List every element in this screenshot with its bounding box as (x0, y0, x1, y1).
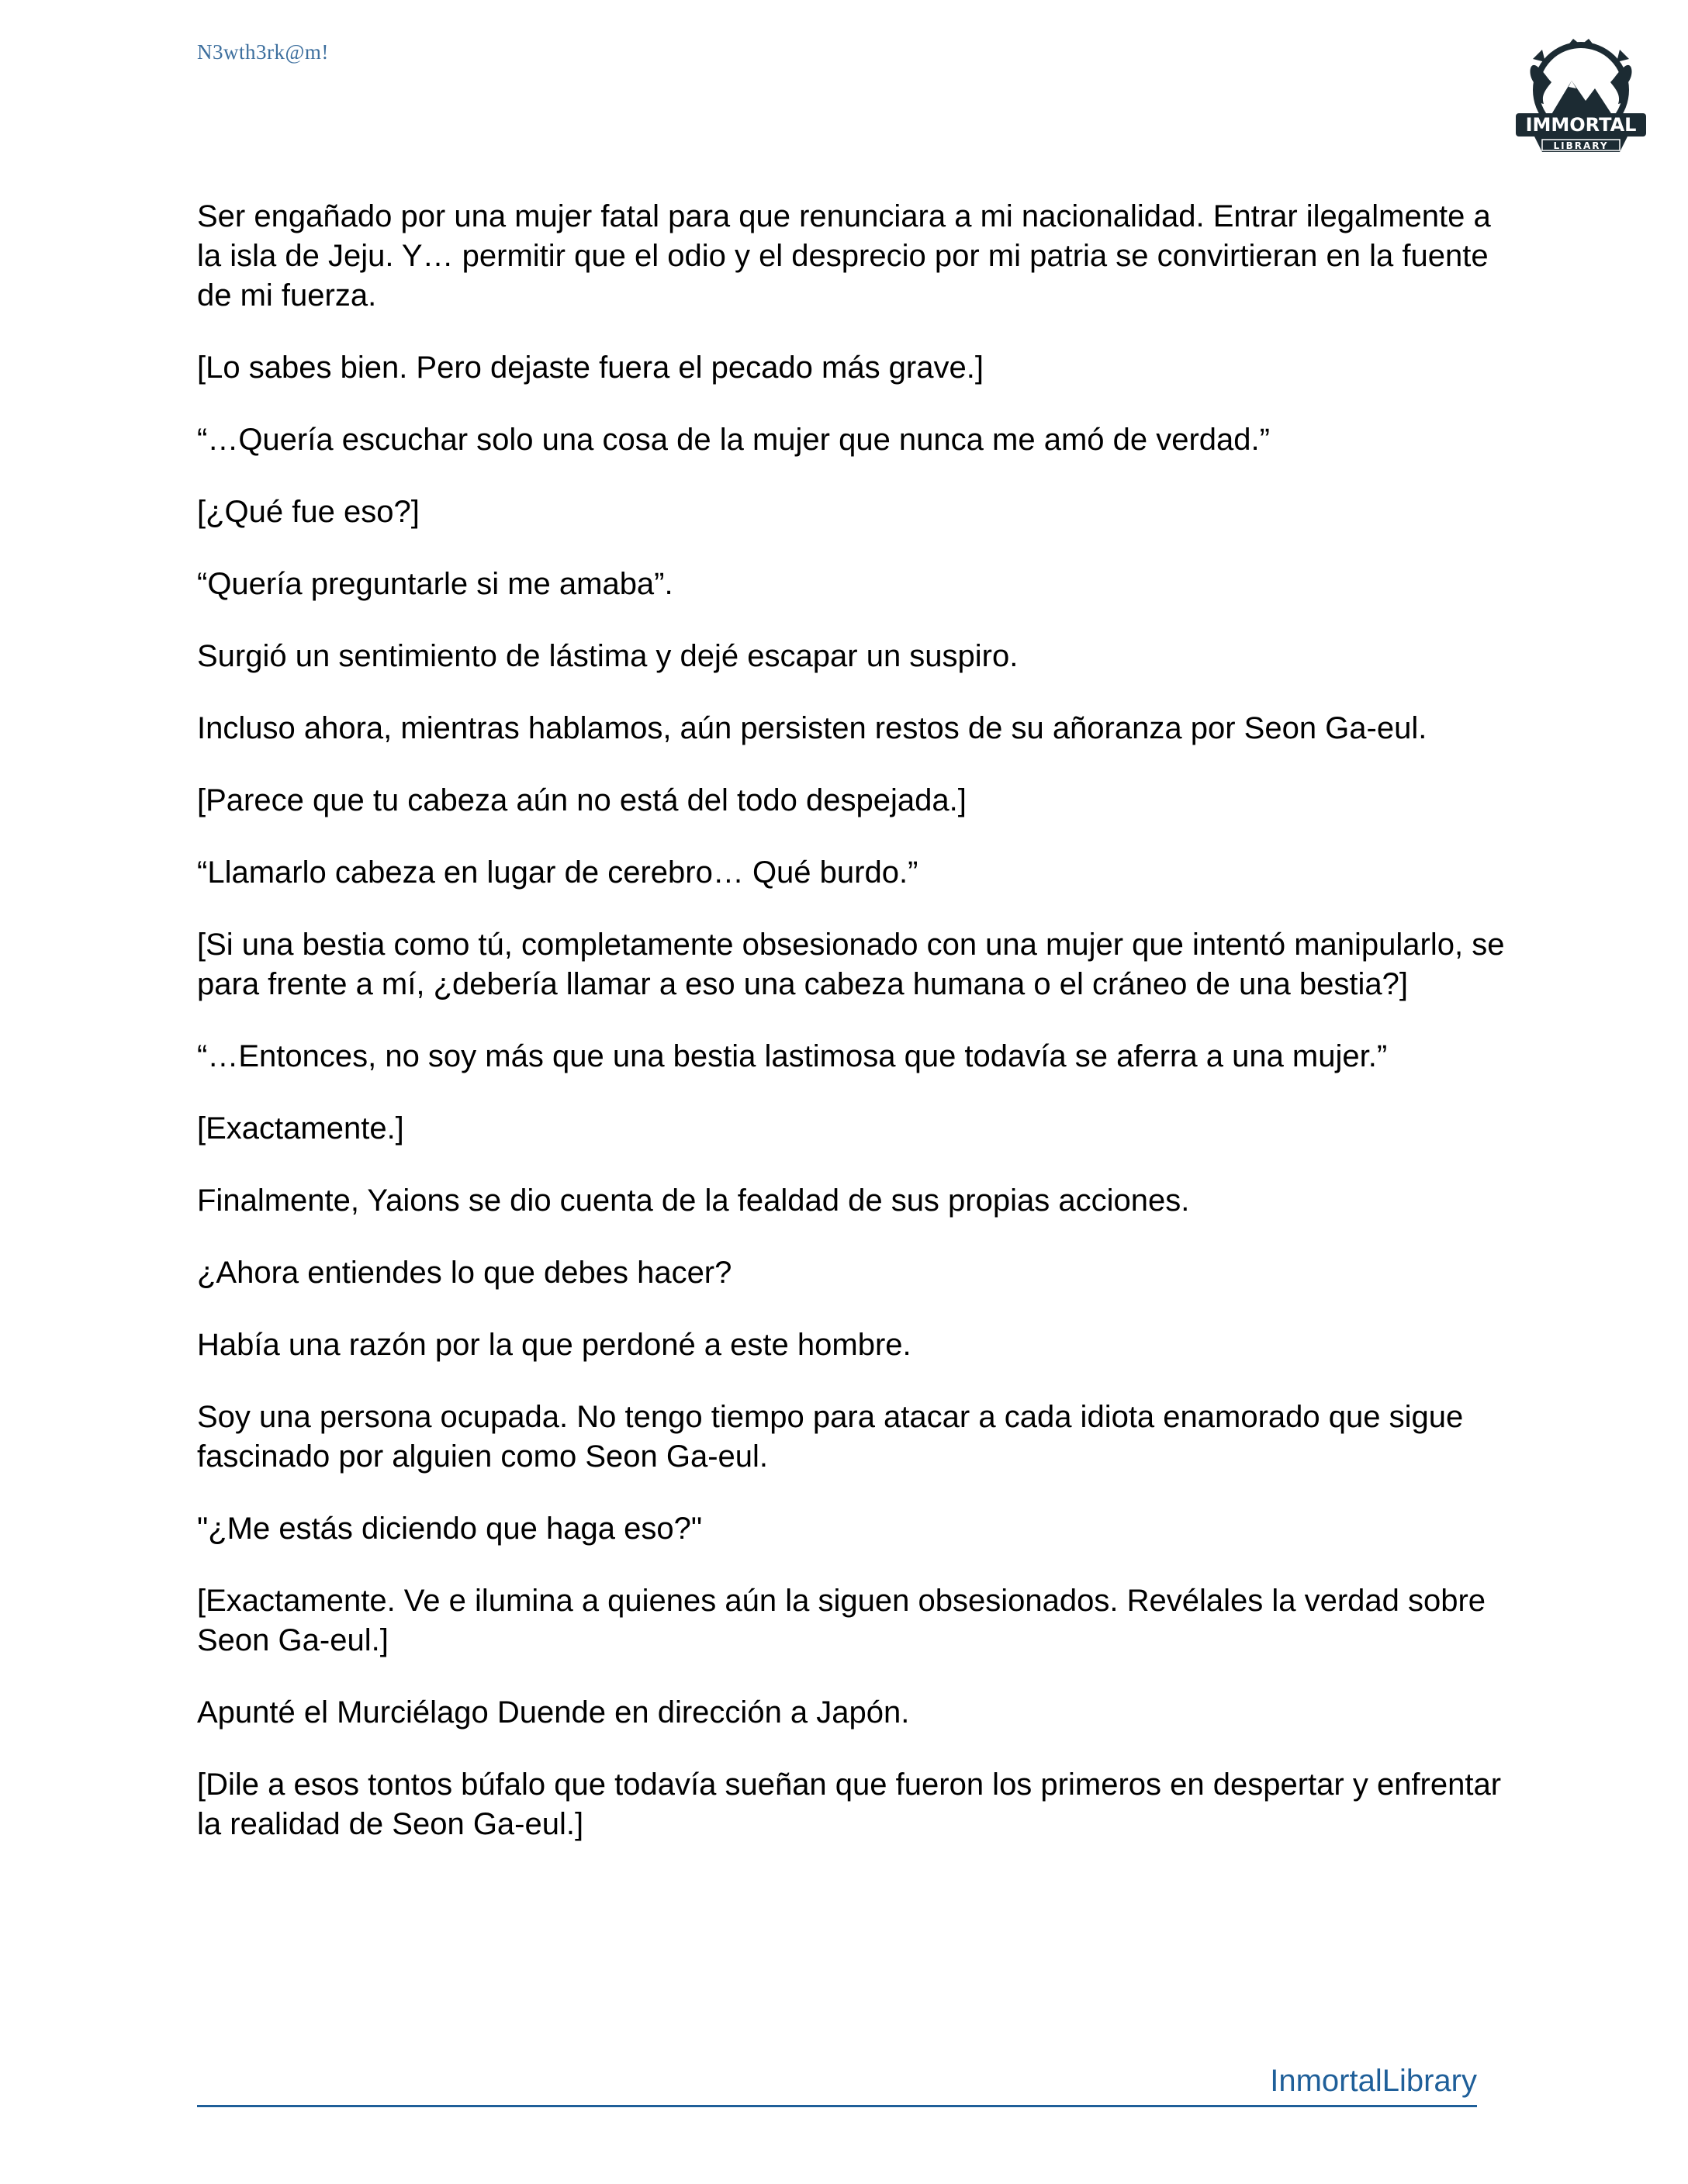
watermark-text: N3wth3rk@m! (197, 40, 329, 64)
paragraph: [Exactamente. Ve e ilumina a quienes aún la siguen obsesionados. Revélales la verdad sobre Seon Ga-eul.] (197, 1584, 1486, 1657)
logo-line1: IMMORTAL (1525, 114, 1637, 136)
logo-line2: LIBRARY (1553, 140, 1609, 151)
paragraph: Apunté el Murciélago Duende en dirección a Japón. (197, 1695, 910, 1730)
paragraph: ¿Ahora entiendes lo que debes hacer? (197, 1256, 732, 1290)
footer-rule (197, 2057, 1477, 2107)
paragraph: Había una razón por la que perdoné a este hombre. (197, 1328, 911, 1362)
footer-link[interactable]: InmortalLibrary (1270, 2064, 1477, 2098)
paragraph: [¿Qué fue eso?] (197, 495, 420, 529)
paragraph: “Llamarlo cabeza en lugar de cerebro… Qué burdo.” (197, 855, 918, 890)
paragraph: [Lo sabes bien. Pero dejaste fuera el pecado más grave.] (197, 351, 984, 385)
paragraph: “Quería preguntarle si me amaba”. (197, 567, 673, 601)
paragraph: Soy una persona ocupada. No tengo tiempo para atacar a cada idiota enamorado que sigue fascinado por alguien como Seon Ga-eul. (197, 1400, 1464, 1474)
paragraph: Finalmente, Yaions se dio cuenta de la fealdad de sus propias acciones. (197, 1184, 1190, 1218)
paragraph: [Exactamente.] (197, 1111, 404, 1146)
paragraph: [Si una bestia como tú, completamente obsesionado con una mujer que intentó manipularlo, se para frente a mí, ¿debería llamar a eso una cabeza humana o el cráneo de una bestia?] (197, 928, 1505, 1001)
paragraph: Surgió un sentimiento de lástima y dejé escapar un suspiro. (197, 639, 1019, 673)
paragraph: Ser engañado por una mujer fatal para que renunciara a mi nacionalidad. Entrar ilegalmente a la isla de Jeju. Y… permitir que el odio y el desprecio por mi patria se convirtieran en la fuente de mi fuerza. (197, 199, 1491, 313)
document-body (197, 197, 1516, 1877)
paragraph: Incluso ahora, mientras hablamos, aún persisten restos de su añoranza por Seon Ga-eul. (197, 711, 1427, 745)
paragraph: “…Quería escuchar solo una cosa de la mujer que nunca me amó de verdad.” (197, 423, 1270, 457)
paragraph: [Dile a esos tontos búfalo que todavía sueñan que fueron los primeros en despertar y enfrentar la realidad de Seon Ga-eul.] (197, 1768, 1502, 1841)
immortal-library-logo (1511, 36, 1651, 161)
paragraph: “…Entonces, no soy más que una bestia lastimosa que todavía se aferra a una mujer.” (197, 1039, 1388, 1073)
paragraph: [Parece que tu cabeza aún no está del todo despejada.] (197, 783, 967, 817)
paragraph: "¿Me estás diciendo que haga eso?" (197, 1512, 703, 1546)
